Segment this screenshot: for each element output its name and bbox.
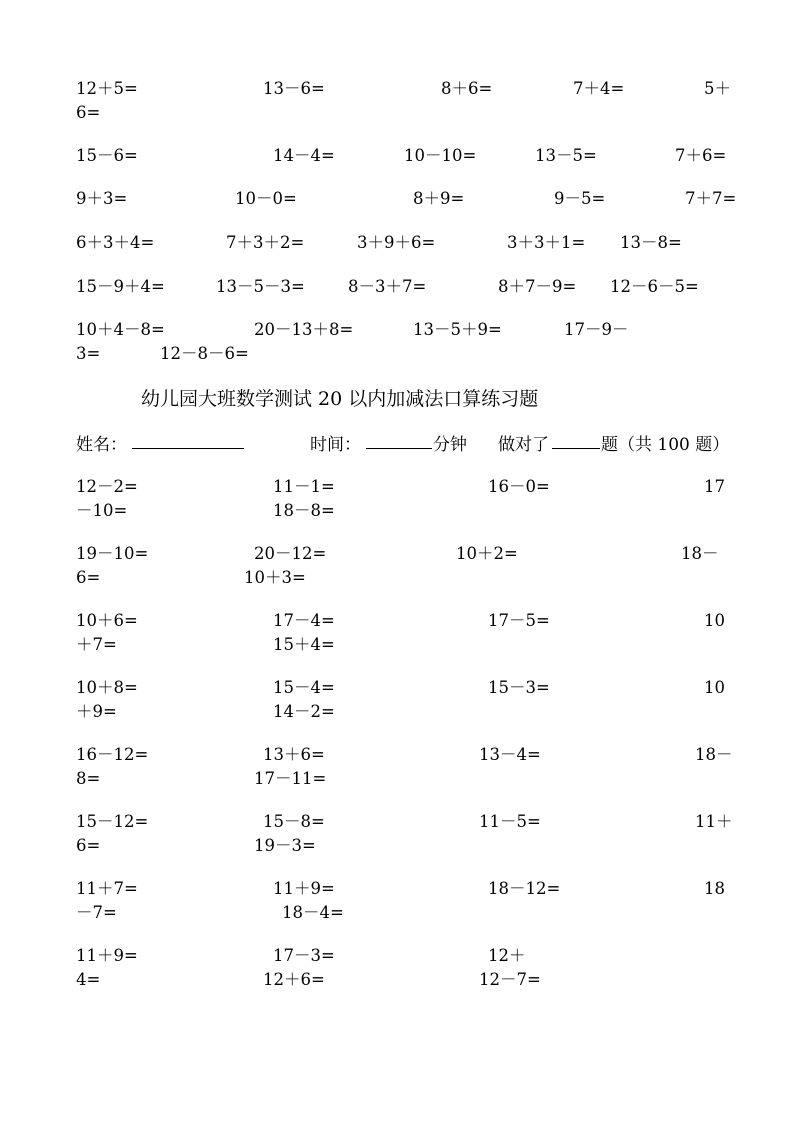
problem: 19－10=: [76, 544, 149, 563]
problem: 7＋3＋2=: [226, 233, 305, 252]
problem: ＋9=: [76, 702, 117, 721]
problem: 17: [704, 477, 725, 496]
problem: 8＋9=: [413, 189, 465, 208]
problem: 3＋3＋1=: [507, 233, 586, 252]
problem: －7=: [76, 903, 117, 922]
problem-line: [0, 498, 794, 524]
problem: 17－11=: [254, 769, 327, 788]
problem: 7＋6=: [675, 146, 727, 165]
problem: 15－3=: [488, 678, 550, 697]
problem: 16－0=: [488, 477, 550, 496]
problem: 6=: [76, 836, 101, 855]
problem: 13－5＋9=: [413, 320, 502, 339]
problem: 15＋4=: [273, 635, 335, 654]
problem: 19－3=: [254, 836, 316, 855]
problem: ＋7=: [76, 635, 117, 654]
problem: 10－10=: [404, 146, 477, 165]
name-label: 姓名：: [76, 435, 127, 455]
problem-line: [0, 876, 794, 902]
problem: 12－2=: [76, 477, 138, 496]
problem: 11＋7=: [76, 879, 138, 898]
problem: 8＋6=: [441, 79, 493, 98]
problem: 11－5=: [479, 812, 541, 831]
problem-line: [0, 341, 794, 367]
problem: 17－4=: [273, 611, 335, 630]
problem: 5＋: [704, 79, 731, 98]
problem: 14－2=: [273, 702, 335, 721]
problem-line: [0, 186, 794, 212]
minutes-label: 分钟: [433, 435, 467, 455]
problem: 20－13＋8=: [254, 320, 354, 339]
name-blank: [132, 430, 244, 457]
problem: 10: [704, 611, 725, 630]
problem: 17－5=: [488, 611, 550, 630]
correct-label: 做对了: [498, 435, 549, 455]
problem: 10＋3=: [244, 568, 306, 587]
problem: 10＋6=: [76, 611, 138, 630]
problem: 18－12=: [488, 879, 561, 898]
problem: 10: [704, 678, 725, 697]
problem: 8=: [76, 769, 101, 788]
problem: 15－12=: [76, 812, 149, 831]
problem: 13－8=: [620, 233, 682, 252]
problem: 17－3=: [273, 946, 335, 965]
problem-line: [0, 76, 794, 102]
problem: 17－9－: [564, 320, 629, 339]
problem-line: [0, 833, 794, 859]
problem: 11－1=: [273, 477, 335, 496]
problem: 18－: [681, 544, 719, 563]
problem: 6＋3＋4=: [76, 233, 155, 252]
problem-line: [0, 100, 794, 126]
problem-line: [0, 143, 794, 169]
problem: 13－5=: [535, 146, 597, 165]
problem: 7＋7=: [685, 189, 737, 208]
problem: 14－4=: [273, 146, 335, 165]
problem: 6=: [76, 103, 101, 122]
problem: 8－3＋7=: [348, 277, 427, 296]
correct-blank: [552, 430, 600, 457]
problem: 12＋6=: [263, 970, 325, 989]
problem: 13＋6=: [263, 745, 325, 764]
time-blank: [366, 430, 432, 457]
problem-line: [0, 608, 794, 634]
problem: 9－5=: [554, 189, 606, 208]
problem: 12＋: [488, 946, 526, 965]
problem: 16－12=: [76, 745, 149, 764]
problem-line: [0, 900, 794, 926]
problem-line: [0, 230, 794, 256]
problem: 4=: [76, 970, 101, 989]
problem: －10=: [76, 501, 128, 520]
problem-line: [0, 699, 794, 725]
test-title: 幼儿园大班数学测试 20 以内加减法口算练习题: [141, 388, 539, 410]
problem-line: [0, 742, 794, 768]
problem: 10＋8=: [76, 678, 138, 697]
problem: 13－6=: [263, 79, 325, 98]
problem: 15－4=: [273, 678, 335, 697]
problem: 18－8=: [273, 501, 335, 520]
problem-line: [0, 541, 794, 567]
problem-line: [0, 474, 794, 500]
problem: 7＋4=: [573, 79, 625, 98]
problem: 10－0=: [235, 189, 297, 208]
problem: 8＋7－9=: [498, 277, 577, 296]
problem: 18: [704, 879, 725, 898]
problem: 10＋4－8=: [76, 320, 165, 339]
problem: 11＋9=: [273, 879, 335, 898]
total-label: 题（共 100 题）: [601, 435, 730, 455]
problem: 10＋2=: [456, 544, 518, 563]
problem: 15－6=: [76, 146, 138, 165]
problem: 9＋3=: [76, 189, 128, 208]
time-label: 时间：: [310, 435, 361, 455]
problem: 11＋: [695, 812, 733, 831]
problem: 12－6－5=: [610, 277, 699, 296]
problem-line: [0, 809, 794, 835]
problem-line: [0, 632, 794, 658]
problem: 11＋9=: [76, 946, 138, 965]
problem: 15－9＋4=: [76, 277, 165, 296]
problem-line: [0, 317, 794, 343]
problem: 15－8=: [263, 812, 325, 831]
problem: 20－12=: [254, 544, 327, 563]
problem-line: [0, 967, 794, 993]
student-info-line: [0, 432, 794, 458]
problem-line: [0, 766, 794, 792]
problem: 12－7=: [479, 970, 541, 989]
problem: 12＋5=: [76, 79, 138, 98]
problem-line: [0, 675, 794, 701]
problem: 18－: [695, 745, 733, 764]
problem: 13－4=: [479, 745, 541, 764]
problem: 3＋9＋6=: [357, 233, 436, 252]
problem-line: [0, 274, 794, 300]
problem: 13－5－3=: [216, 277, 305, 296]
problem: 6=: [76, 568, 101, 587]
problem-line: [0, 565, 794, 591]
problem-line: [0, 943, 794, 969]
problem: 12－8－6=: [160, 344, 249, 363]
problem: 18－4=: [282, 903, 344, 922]
problem: 3=: [76, 344, 101, 363]
